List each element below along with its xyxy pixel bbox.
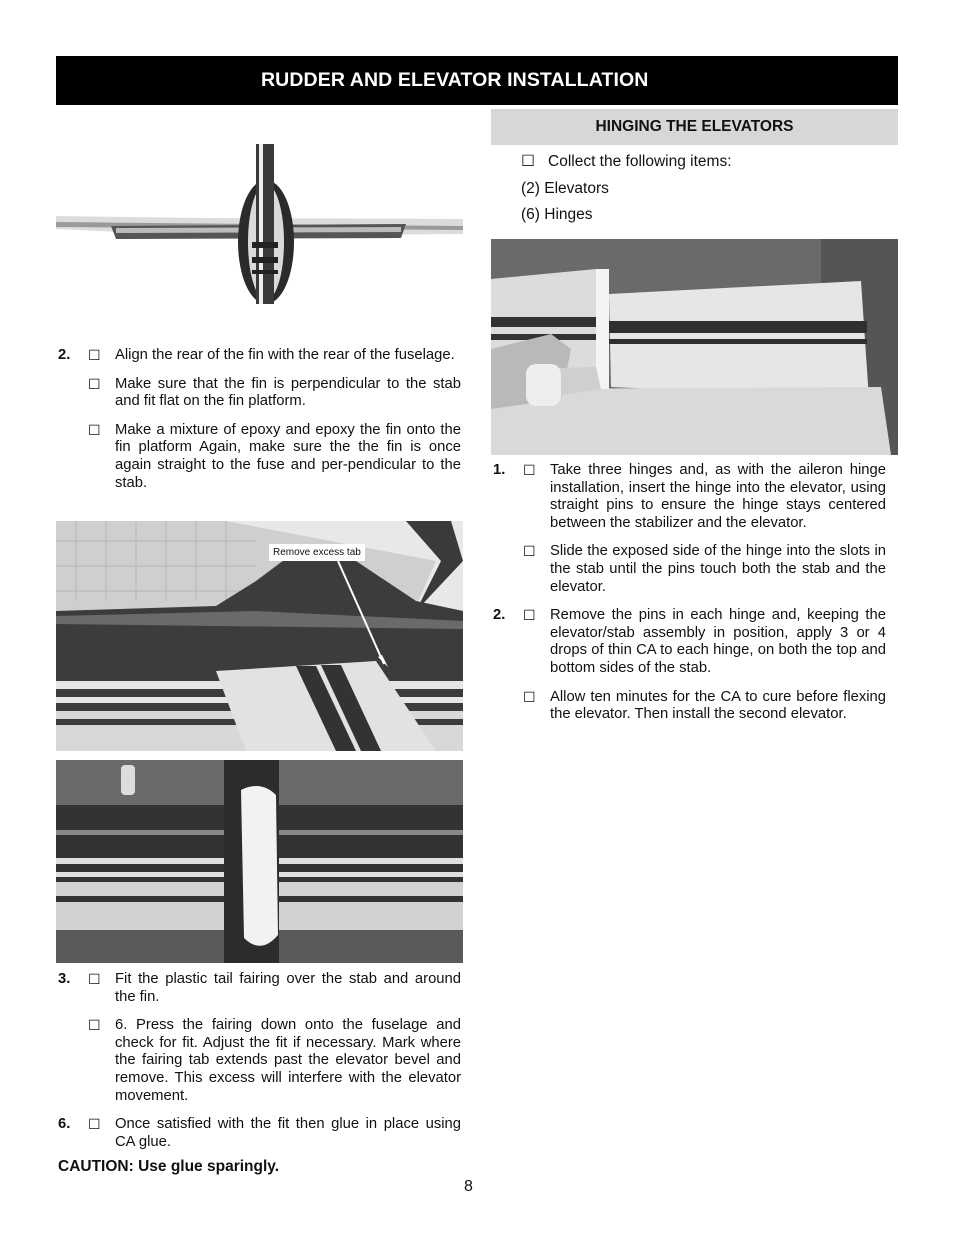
checkbox[interactable]: ☐ xyxy=(88,971,101,987)
step-3-left xyxy=(58,971,461,1151)
step-3-item xyxy=(58,971,461,1006)
collect-text: Collect the following items: xyxy=(548,153,732,170)
step-number: 2. xyxy=(58,347,71,363)
photo-fairing-tab xyxy=(56,521,463,751)
checkbox[interactable]: ☐ xyxy=(523,688,536,705)
subheading-hinging xyxy=(491,109,898,145)
step-2-sub1 xyxy=(58,376,461,411)
step-2-item xyxy=(58,347,461,365)
step-text: Take three hinges and, as with the aileron hinge installation, insert the hinge into the elevator, using straight pins to ensure the hinge stays centered between the stabilizer and the elevator. xyxy=(550,462,886,531)
checkbox[interactable]: ☐ xyxy=(88,1116,101,1133)
section-header xyxy=(56,56,898,105)
step-text: Fit the plastic tail fairing over the stab and around the fin. xyxy=(115,971,461,1005)
callout-label: Remove excess tab xyxy=(269,544,365,561)
step-6-item xyxy=(58,1116,461,1151)
step-text: Make sure that the fin is perpendicular to the stab and fit flat on the fin platform. xyxy=(115,375,461,410)
list-item: (6) Hinges xyxy=(521,206,593,223)
checkbox[interactable]: ☐ xyxy=(88,1017,101,1034)
photo-applying-ca xyxy=(491,239,898,455)
step-text: Make a mixture of epoxy and epoxy the fin onto the fin platform Again, make sure the the fin is once again straight to the fuse and per-pendicular to the stab. xyxy=(115,421,461,491)
step-number: 2. xyxy=(493,607,506,624)
step-2-item-right xyxy=(493,607,886,677)
checkbox[interactable]: ☐ xyxy=(88,421,101,438)
step-3-sub1 xyxy=(58,1017,461,1105)
step-number: 6. xyxy=(58,1116,71,1133)
step-2-sub2 xyxy=(58,422,461,492)
caution-note: CAUTION: Use glue sparingly. xyxy=(58,1158,280,1175)
checkbox[interactable]: ☐ xyxy=(523,462,536,478)
step-number: 1. xyxy=(493,462,506,478)
section-title: RUDDER AND ELEVATOR INSTALLATION xyxy=(261,69,649,91)
step-text: Remove the pins in each hinge and, keeping the elevator/stab assembly in position, apply 3 or 4 drops of thin CA to each hinge, on both the top and bottom sides of the stab. xyxy=(550,607,886,676)
subheading-text: HINGING THE ELEVATORS xyxy=(595,118,794,135)
step-1-right xyxy=(493,462,886,724)
checkbox[interactable]: ☐ xyxy=(523,607,536,624)
step-text: Once satisfied with the fit then glue in place using CA glue. xyxy=(115,1116,461,1150)
list-item: (2) Elevators xyxy=(521,180,609,197)
checkbox[interactable]: ☐ xyxy=(521,153,535,170)
step-text: Align the rear of the fin with the rear of the fuselage. xyxy=(115,347,455,363)
collect-line xyxy=(521,153,898,171)
photo-tail-rear-view xyxy=(56,142,463,305)
step-2-sub1-right xyxy=(493,689,886,724)
checkbox[interactable]: ☐ xyxy=(88,375,101,392)
step-text: Slide the exposed side of the hinge into the slots in the stab until the pins touch both the stab and the elevator. xyxy=(550,543,886,595)
step-1-item xyxy=(493,462,886,532)
step-text: Allow ten minutes for the CA to cure before flexing the elevator. Then install the second elevator. xyxy=(550,688,886,723)
collect-items xyxy=(521,153,898,224)
photo-tail-fairing xyxy=(56,760,463,963)
step-text: 6. Press the fairing down onto the fuselage and check for fit. Adjust the fit if necessary. Mark where the fairing tab extends past the elevator bevel and remove. This excess will interfere with the elevator movement. xyxy=(115,1017,461,1104)
step-number: 3. xyxy=(58,971,71,987)
checkbox[interactable]: ☐ xyxy=(88,347,101,363)
checkbox[interactable]: ☐ xyxy=(523,543,536,560)
step-2-left xyxy=(58,347,461,492)
page-number: 8 xyxy=(464,1178,473,1195)
step-1-sub1 xyxy=(493,543,886,596)
